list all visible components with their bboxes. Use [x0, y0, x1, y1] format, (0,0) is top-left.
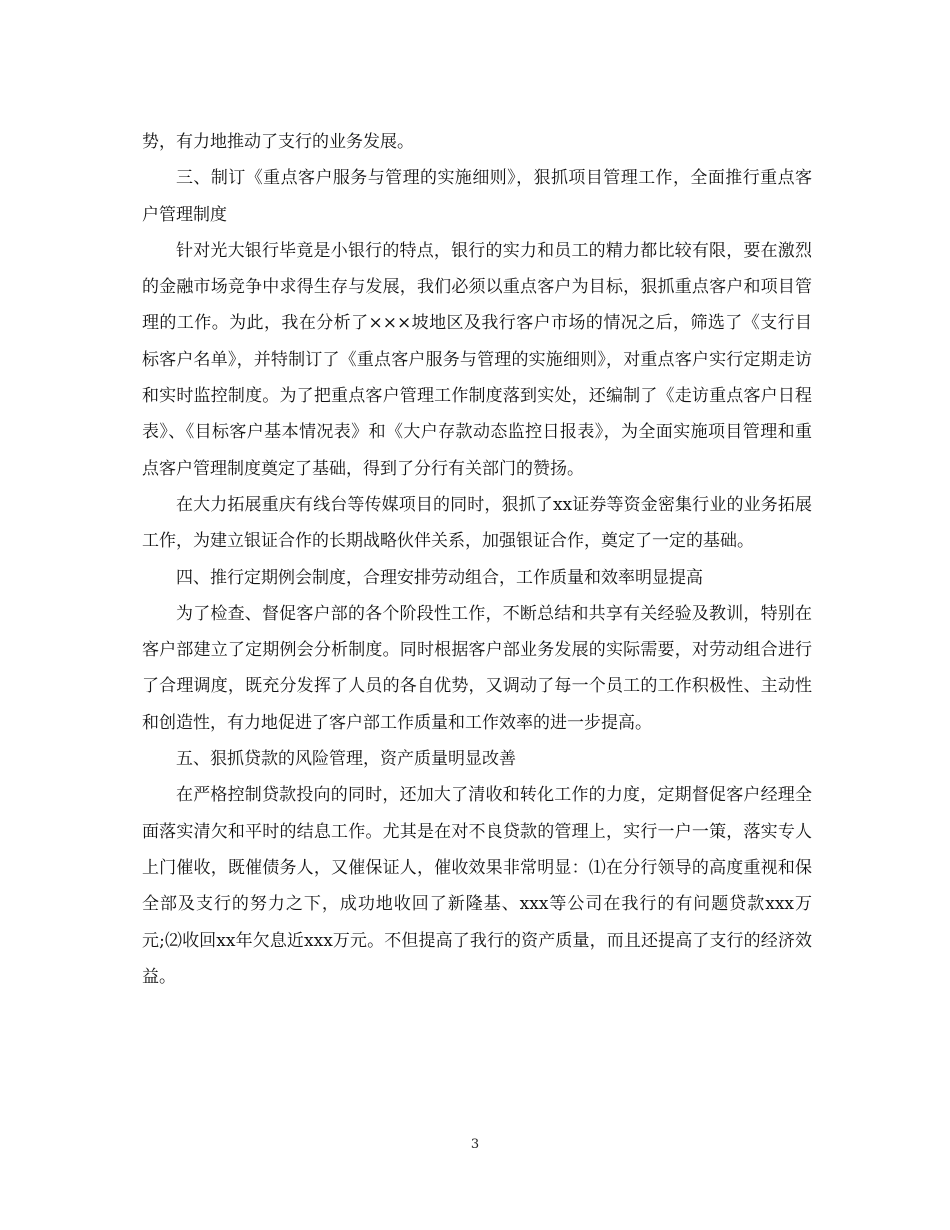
paragraph: 在大力拓展重庆有线台等传媒项目的同时，狠抓了xx证券等资金密集行业的业务拓展工作，为建立银证合作的长期战略伙伴关系，加强银证合作，奠定了一定的基础。	[142, 494, 812, 552]
paragraph-continuation: 势，有力地推动了支行的业务发展。	[142, 132, 414, 152]
page-number: 3	[470, 1137, 480, 1152]
document-body	[142, 124, 812, 995]
section-heading-3: 三、制订《重点客户服务与管理的实施细则》，狠抓项目管理工作，全面推行重点客户管理制度	[142, 168, 812, 225]
paragraph: 针对光大银行毕竟是小银行的特点，银行的实力和员工的精力都比较有限，要在激烈的金融市场竞争中求得生存与发展，我们必须以重点客户为目标，狠抓重点客户和项目管理的工作。为此，我在分析了×××坡地区及我行客户市场的情况之后，筛选了《支行目标客户名单》，并特制订了《重点客户服务与管理的实施细则》，对重点客户实行定期走访和实时监控制度。为了把重点客户管理工作制度落到实处，还编制了《走访重点客户日程表》、《目标客户基本情况表》和《大户存款动态监控日报表》，为全面实施项目管理和重点客户管理制度奠定了基础，得到了分行有关部门的赞扬。	[142, 240, 812, 479]
section-heading-4: 四、推行定期例会制度，合理安排劳动组合，工作质量和效率明显提高	[176, 567, 703, 588]
section-heading-5: 五、狠抓贷款的风险管理，资产质量明显改善	[176, 749, 516, 770]
paragraph: 为了检查、督促客户部的各个阶段性工作，不断总结和共享有关经验及教训，特别在客户部建立了定期例会分析制度。同时根据客户部业务发展的实际需要，对劳动组合进行了合理调度，既充分发挥了人员的各自优势，又调动了每一个员工的工作积极性、主动性和创造性，有力地促进了客户部工作质量和工作效率的进一步提高。	[142, 603, 812, 733]
paragraph: 在严格控制贷款投向的同时，还加大了清收和转化工作的力度，定期督促客户经理全面落实清欠和平时的结息工作。尤其是在对不良贷款的管理上，实行一户一策，落实专人上门催收，既催债务人，又催保证人，催收效果非常明显：⑴在分行领导的高度重视和保全部及支行的努力之下，成功地收回了新隆基、xxx等公司在我行的有问题贷款xxx万元;⑵收回xx年欠息近xxx万元。不但提高了我行的资产质量，而且还提高了支行的经济效益。	[142, 785, 812, 987]
